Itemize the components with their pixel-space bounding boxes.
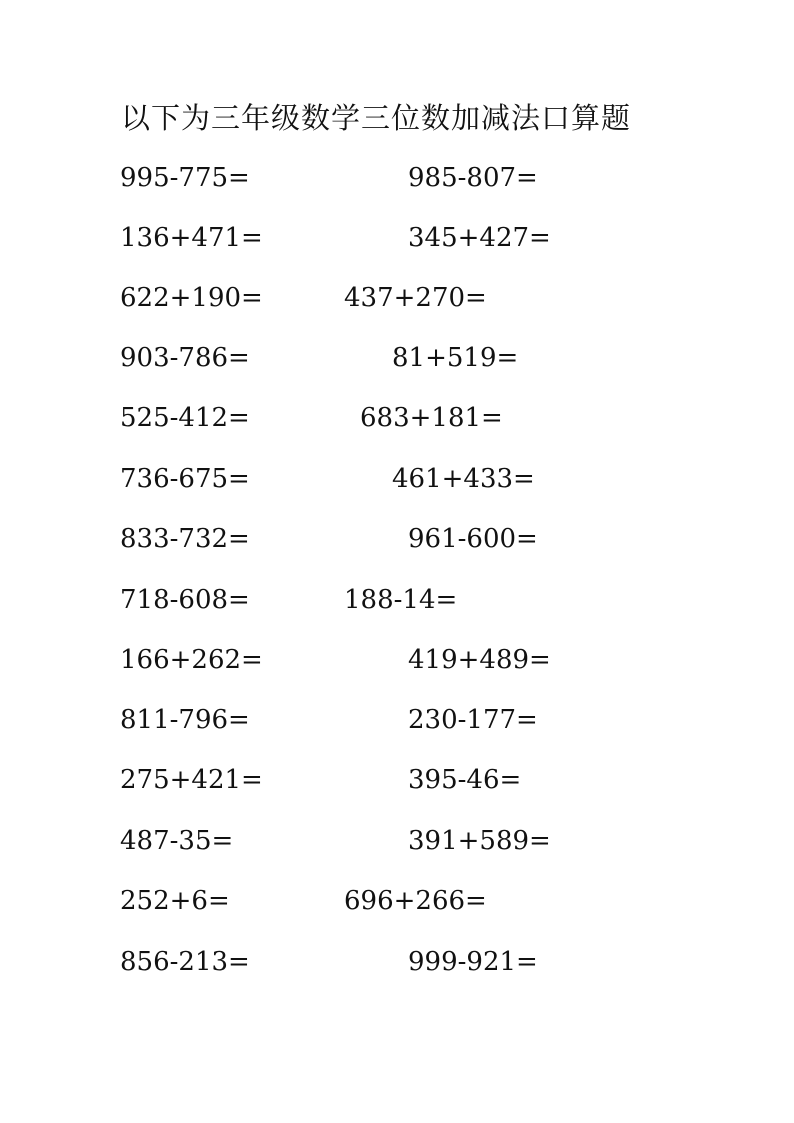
problem-row [0, 278, 794, 318]
problem-right: 696+266= [344, 886, 487, 916]
problem-row [0, 760, 794, 800]
problem-left: 136+471= [120, 223, 263, 253]
page-title: 以下为三年级数学三位数加减法口算题 [121, 101, 632, 135]
problem-row [0, 459, 794, 499]
problem-left: 995-775= [120, 163, 250, 193]
problem-row [0, 338, 794, 378]
problem-left: 275+421= [120, 765, 263, 795]
problem-right: 188-14= [344, 585, 458, 615]
problem-right: 391+589= [408, 826, 551, 856]
problem-row [0, 218, 794, 258]
problem-right: 419+489= [408, 645, 551, 675]
problem-row [0, 942, 794, 982]
problem-row [0, 519, 794, 559]
problem-row [0, 158, 794, 198]
problem-row [0, 580, 794, 620]
problem-left: 736-675= [120, 464, 250, 494]
problem-right: 81+519= [392, 343, 519, 373]
problem-row [0, 640, 794, 680]
problem-right: 961-600= [408, 524, 538, 554]
problem-left: 833-732= [120, 524, 250, 554]
problem-right: 437+270= [344, 283, 487, 313]
problem-left: 622+190= [120, 283, 263, 313]
problem-left: 487-35= [120, 826, 234, 856]
problem-row [0, 700, 794, 740]
problem-row [0, 821, 794, 861]
problem-left: 718-608= [120, 585, 250, 615]
problem-right: 461+433= [392, 464, 535, 494]
problem-right: 230-177= [408, 705, 538, 735]
problem-right: 683+181= [360, 403, 503, 433]
problem-right: 999-921= [408, 947, 538, 977]
problem-left: 525-412= [120, 403, 250, 433]
problem-right: 985-807= [408, 163, 538, 193]
problem-left: 811-796= [120, 705, 250, 735]
problem-left: 252+6= [120, 886, 230, 916]
problem-left: 166+262= [120, 645, 263, 675]
problem-left: 903-786= [120, 343, 250, 373]
problem-left: 856-213= [120, 947, 250, 977]
problem-right: 395-46= [408, 765, 522, 795]
problem-row [0, 398, 794, 438]
problem-right: 345+427= [408, 223, 551, 253]
problem-row [0, 881, 794, 921]
